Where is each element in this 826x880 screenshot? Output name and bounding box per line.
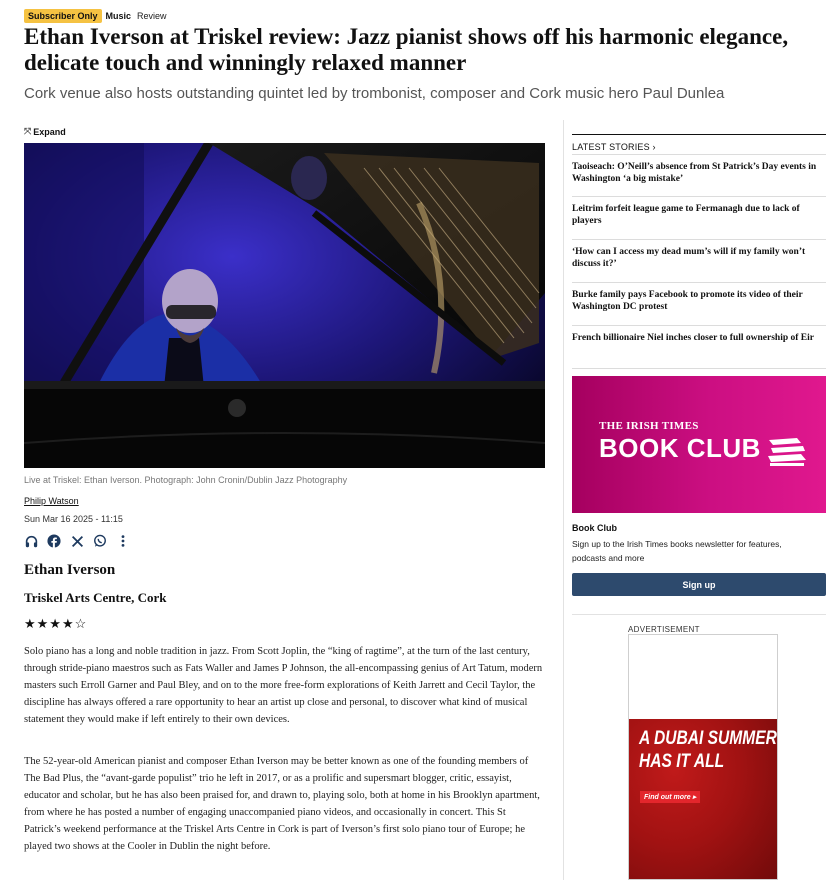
- headphones-icon[interactable]: [24, 534, 38, 548]
- photo-caption: Live at Triskel: Ethan Iverson. Photograph: John Cronin/Dublin Jazz Photography: [24, 475, 348, 485]
- review-venue: Triskel Arts Centre, Cork: [24, 590, 167, 605]
- sidebar-divider: [572, 614, 826, 615]
- book-club-brand-small: THE IRISH TIMES: [599, 420, 699, 432]
- ad-headline: A DUBAI SUMMER HAS IT ALL: [639, 728, 777, 772]
- article-topline: [24, 9, 167, 23]
- facebook-icon[interactable]: [47, 534, 61, 548]
- x-icon[interactable]: [70, 534, 84, 548]
- latest-story-link[interactable]: [572, 197, 826, 240]
- latest-story-link[interactable]: [572, 240, 826, 283]
- book-club-brand-big: BOOK CLUB: [599, 433, 761, 463]
- article-paragraph: The 52-year-old American pianist and composer Ethan Iverson may be better known as one of the founding members of The Bad Plus, the “avant-garde populist” trio he left in 2017, or as a prolific and supersmart blogger, critic, essayist, educator and scholar, but he has also been praised for, and drawn to, playing solo, both at home in his Brooklyn apartment, from where he has posted a number of engaging unaccompanied piano videos, and occasionally in concert. This St Patrick’s weekend performance at the Triskel Arts Centre in Cork is part of Iverson’s first solo piano tour of Europe; he played two shows at the Cooler in Dublin the night before.: [24, 756, 540, 852]
- latest-story-title: Leitrim forfeit league game to Fermanagh due to lack of players: [572, 204, 800, 226]
- article-headline: Ethan Iverson at Triskel review: Jazz pianist shows off his harmonic elegance, delicate touch and winningly relaxed manner: [24, 24, 789, 75]
- latest-story-title: Taoiseach: O’Neill’s absence from St Patrick’s Day events in Washington ‘a big mistake’: [572, 162, 817, 184]
- sign-up-button[interactable]: Sign up: [572, 573, 826, 596]
- book-club-banner[interactable]: [572, 376, 826, 513]
- section-link[interactable]: Music: [105, 11, 132, 21]
- chevron-right-icon: ›: [652, 142, 656, 152]
- star-rating: ★★★★☆: [24, 616, 88, 631]
- latest-story-title: French billionaire Niel inches closer to full ownership of Eir: [572, 333, 814, 343]
- whatsapp-icon[interactable]: [93, 534, 107, 548]
- books-icon: [765, 434, 809, 470]
- latest-story-link[interactable]: [572, 154, 826, 197]
- latest-story-link[interactable]: [572, 283, 826, 326]
- book-club-heading: Book Club: [572, 523, 617, 533]
- article-paragraph: Solo piano has a long and noble tradition in jazz. From Scott Joplin, the “king of ragtime”, at the turn of the last century, through stride-piano maestros such as Fats Waller and James P Johnson, the all-encompassing genius of Art Tatum, modern masters such Erroll Garner and Paul Bley, and on to the more free-form explorations of Keith Jarrett and Cecil Taylor, the discipline has always offered a rare opportunity to hear an artist up close and personal, to discover what kind of musical statement they would make if left entirely to their own devices.: [24, 646, 543, 725]
- ad-find-out-more-button[interactable]: Find out more ▸: [640, 791, 700, 803]
- latest-stories-label: LATEST STORIES: [572, 142, 650, 152]
- latest-stories-heading[interactable]: [572, 135, 826, 154]
- subsection-label: Review: [137, 11, 167, 21]
- expand-image-button[interactable]: [24, 126, 66, 137]
- advertisement-slot[interactable]: [628, 634, 778, 880]
- subscriber-badge: Subscriber Only: [24, 9, 102, 23]
- column-divider: [563, 120, 564, 880]
- book-club-description: Sign up to the Irish Times books newsletter for features, podcasts and more: [572, 539, 782, 563]
- latest-story-title: Burke family pays Facebook to promote its video of their Washington DC protest: [572, 290, 803, 312]
- latest-story-link[interactable]: [572, 326, 826, 369]
- more-icon[interactable]: [116, 534, 130, 548]
- article-standfirst: Cork venue also hosts outstanding quintet led by trombonist, composer and Cork music hero Paul Dunlea: [24, 85, 725, 102]
- pianist-photo-illustration: [24, 143, 545, 468]
- expand-label: Expand: [33, 126, 66, 137]
- dubai-ad-creative: [629, 719, 778, 880]
- expand-icon: ⤧: [24, 126, 32, 136]
- latest-stories-panel: [572, 134, 826, 369]
- article-photo[interactable]: [24, 143, 545, 468]
- author-link[interactable]: Philip Watson: [24, 496, 79, 506]
- share-toolbar: [24, 534, 130, 548]
- review-artist: Ethan Iverson: [24, 562, 116, 578]
- advertisement-label: ADVERTISEMENT: [628, 625, 700, 634]
- latest-story-title: ‘How can I access my dead mum’s will if my family won’t discuss it?’: [572, 247, 806, 269]
- publish-date: Sun Mar 16 2025 - 11:15: [24, 514, 123, 524]
